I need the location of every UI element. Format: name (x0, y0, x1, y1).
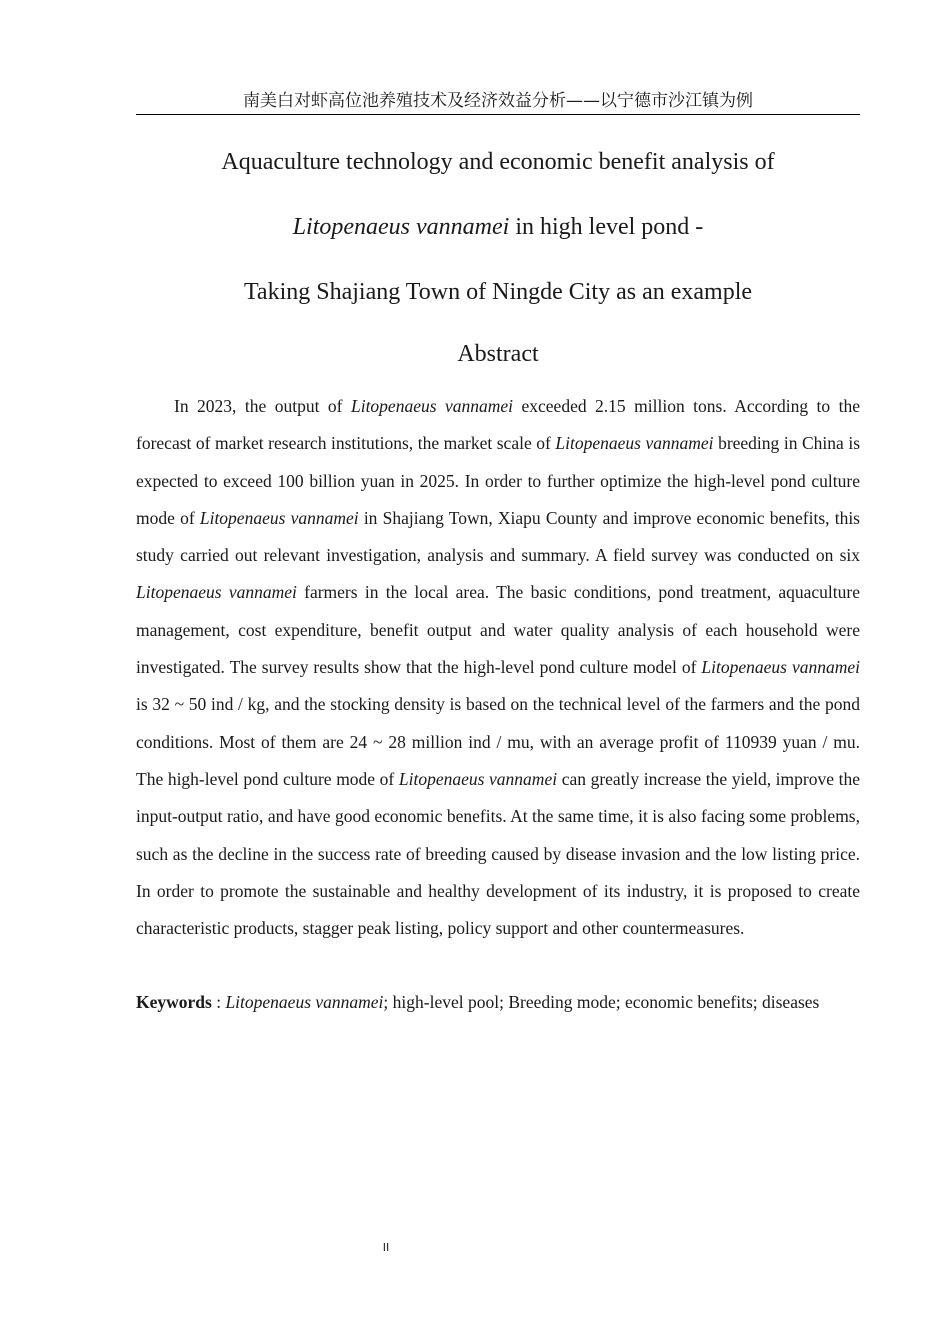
abstract-text-run: is 32 ~ 50 ind / kg, and the stocking density is based on the technical level of the farmers and the pond conditions. Most of them are 24 ~ 28 million ind / mu, with an average profit of 110939 yuan / mu. The high-level pond culture mode of (136, 694, 860, 789)
species-name: Litopenaeus vannamei (136, 582, 297, 603)
title-line-2-rest: in high level pond - (509, 214, 704, 240)
page-number: II (382, 1241, 390, 1254)
english-title (136, 140, 860, 335)
keywords-label: Keywords (136, 992, 212, 1012)
abstract-text-run: breeding in China is expected to exceed 100 billion yuan in 2025. In order to further optimize the high-level pond culture mode of (136, 433, 861, 528)
title-line-1: Aquaculture technology and economic benefit analysis of (221, 149, 775, 175)
species-name: Litopenaeus vannamei (199, 507, 359, 528)
abstract-text-run: farmers in the local area. The basic conditions, pond treatment, aquaculture management, cost expenditure, benefit output and water quality analysis of each household were investigated. The survey results show that the high-level pond culture model of (136, 582, 860, 678)
keyword-species: Litopenaeus vannamei (225, 992, 384, 1012)
abstract-heading: Abstract (457, 341, 539, 367)
species-name: Litopenaeus vannamei (398, 768, 558, 789)
abstract-text-run: exceeded 2.15 million tons. According to the forecast of market research institutions, the market scale of (136, 396, 860, 454)
abstract-body (136, 388, 860, 947)
species-name: Litopenaeus vannamei (555, 433, 714, 454)
keywords-rest: ; high-level pool; Breeding mode; economic benefits; diseases (383, 992, 820, 1012)
running-header-title: 南美白对虾高位池养殖技术及经济效益分析——以宁德市沙江镇为例 (243, 91, 753, 111)
running-header (136, 90, 860, 115)
title-species-name: Litopenaeus vannamei (292, 214, 510, 240)
keywords-separator: : (211, 992, 226, 1012)
title-line-2 (136, 205, 860, 270)
abstract-text-run: can greatly increase the yield, improve the input-output ratio, and have good economic benefits. At the same time, it is also facing some problems, such as the decline in the success rate of breeding caused by disease invasion and the low listing price. In order to promote the sustainable and healthy development of its industry, it is proposed to create characteristic products, stagger peak listing, policy support and other countermeasures. (136, 768, 860, 939)
keywords-line (136, 984, 860, 1021)
title-line-3: Taking Shajiang Town of Ningde City as an example (243, 279, 753, 305)
abstract-text-run: in Shajiang Town, Xiapu County and improve economic benefits, this study carried out relevant investigation, analysis and summary. A field survey was conducted on six (136, 507, 860, 566)
species-name: Litopenaeus vannamei (701, 657, 860, 678)
abstract-text-run: In 2023, the output of (174, 396, 351, 416)
species-name: Litopenaeus vannamei (350, 396, 514, 416)
